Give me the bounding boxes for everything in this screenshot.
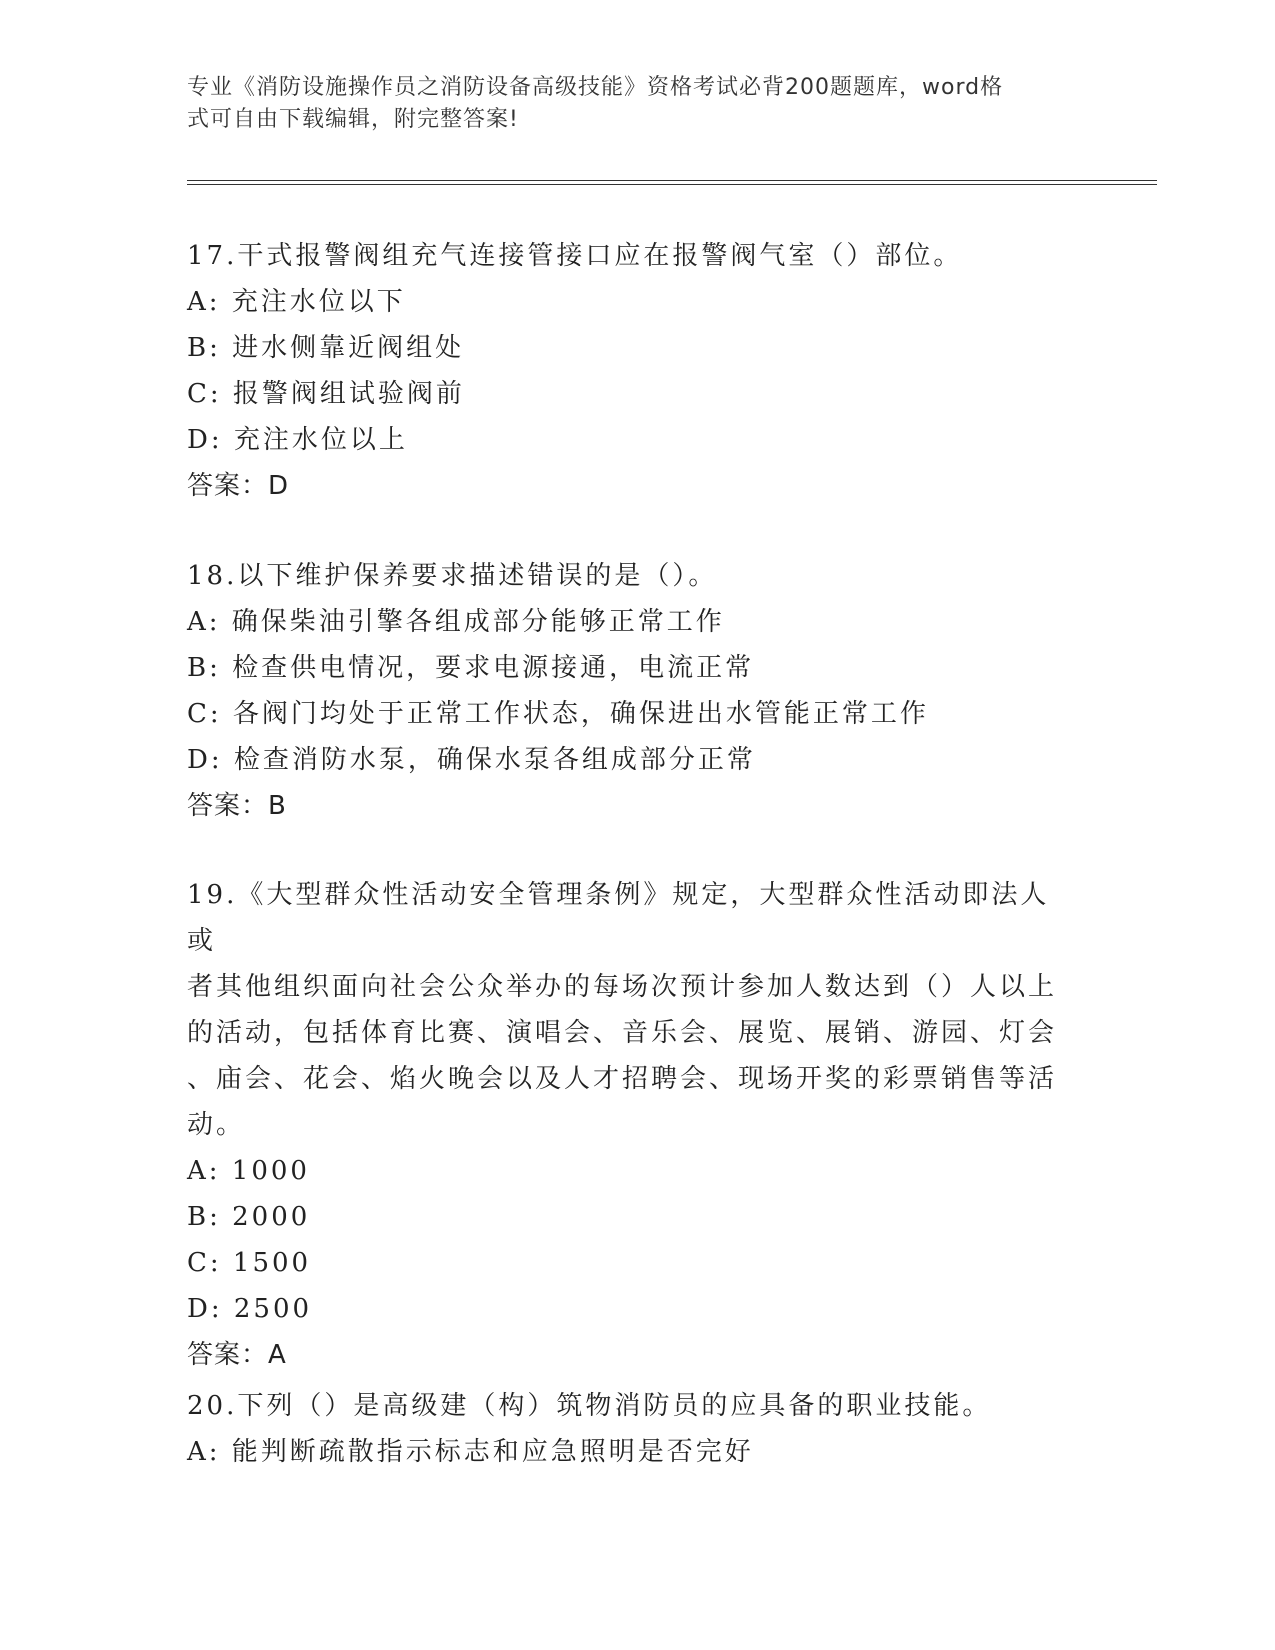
option-b: B: 检查供电情况，要求电源接通，电流正常: [187, 653, 755, 683]
option-a: A: 确保柴油引擎各组成部分能够正常工作: [187, 607, 725, 637]
option-c: C: 1500: [187, 1248, 312, 1278]
option-a: A: 充注水位以下: [187, 287, 406, 317]
answer: 答案：A: [187, 1340, 287, 1370]
question-17: [187, 233, 1067, 509]
option-d: D: 检查消防水泵，确保水泵各组成部分正常: [187, 745, 756, 775]
answer: 答案：D: [187, 471, 290, 501]
question-20: [187, 1383, 1067, 1475]
document-header: [187, 72, 1067, 136]
question-stem-line: 者其他组织面向社会公众举办的每场次预计参加人数达到（）人以上: [187, 972, 1058, 1002]
option-b: B: 2000: [187, 1202, 311, 1232]
question-19: [187, 872, 1067, 1378]
question-stem: 18.以下维护保养要求描述错误的是（）。: [187, 561, 718, 591]
option-c: C: 报警阀组试验阀前: [187, 379, 465, 409]
question-stem-line: 、庙会、花会、焰火晚会以及人才招聘会、现场开奖的彩票销售等活: [187, 1064, 1058, 1094]
header-line-2: 式可自由下载编辑，附完整答案!: [187, 107, 519, 132]
answer: 答案：B: [187, 791, 287, 821]
option-d: D: 充注水位以上: [187, 425, 408, 455]
option-c: C: 各阀门均处于正常工作状态，确保进出水管能正常工作: [187, 699, 929, 729]
option-d: D: 2500: [187, 1294, 313, 1324]
header-divider-bottom: [187, 184, 1157, 185]
question-stem-line: 的活动，包括体育比赛、演唱会、音乐会、展览、展销、游园、灯会: [187, 1018, 1058, 1048]
header-line-1: 专业《消防设施操作员之消防设备高级技能》资格考试必背200题题库，word格: [187, 75, 1004, 100]
option-a: A: 能判断疏散指示标志和应急照明是否完好: [187, 1437, 754, 1467]
question-stem: 17.干式报警阀组充气连接管接口应在报警阀气室（）部位。: [187, 241, 963, 271]
option-a: A: 1000: [187, 1156, 310, 1186]
question-stem-line: 19.《大型群众性活动安全管理条例》规定，大型群众性活动即法人或: [187, 880, 1050, 956]
question-18: [187, 553, 1067, 829]
question-stem: 20.下列（）是高级建（构）筑物消防员的应具备的职业技能。: [187, 1391, 992, 1421]
question-stem-line: 动。: [187, 1110, 246, 1140]
option-b: B: 进水侧靠近阀组处: [187, 333, 465, 363]
header-divider-top: [187, 180, 1157, 181]
